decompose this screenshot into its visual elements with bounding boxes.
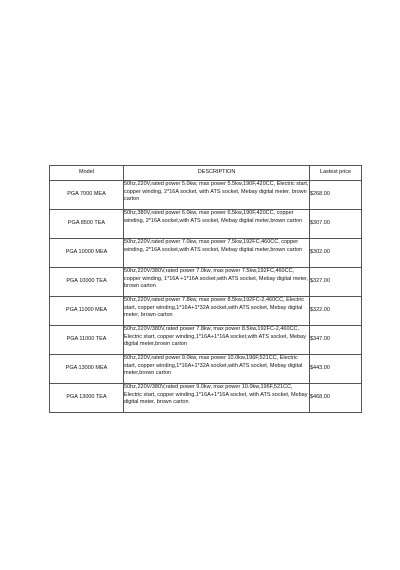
- table-row: [50, 239, 362, 268]
- cell-model: PGA 11000 TEA: [50, 326, 124, 355]
- table-header-row: [50, 166, 362, 181]
- table-row: [50, 297, 362, 326]
- cell-description: 50hz,220V/380V,rated power 7.8kw, max power 8.5kw,192FC-2,460CC, Electric start, copper winding,1*16A+1*16A socket,with ATS socket, Mebay digital meter,brown carton: [124, 326, 310, 355]
- cell-price: $347.00: [310, 326, 362, 355]
- price-table: [49, 165, 362, 413]
- cell-model: PGA 13000 TEA: [50, 384, 124, 413]
- cell-model: PGA 8500 TEA: [50, 210, 124, 239]
- cell-description: 50hz,220V,rated power 7.8kw, max power 8.5kw,192FC-2,460CC, Electric start, copper winding,1*16A+1*32A socket,with ATS socket, Mebay digital meter, brown carton: [124, 297, 310, 326]
- cell-description: 50hz,220V/380V,rated power 7.0kw, max power 7.5kw,192FC,460CC, copper winding, 1*16A +1*16A socket,with ATS socket, Mebay digital meter, brown carton: [124, 268, 310, 297]
- header-model: Model: [50, 166, 124, 181]
- table-row: [50, 210, 362, 239]
- cell-model: PGA 11000 MEA: [50, 297, 124, 326]
- cell-price: $443.00: [310, 355, 362, 384]
- cell-model: PGA 7000 MEA: [50, 181, 124, 210]
- cell-price: $302.00: [310, 239, 362, 268]
- header-price: Lastest price: [310, 166, 362, 181]
- cell-description: 50hz,220V,rated power 5.0kw, max power 5.5kw,190F,420CC, Electric start, copper winding, 2*16A socket, with ATS socket, Mebay digital meter, brown carton: [124, 181, 310, 210]
- table-row: [50, 355, 362, 384]
- cell-price: $307.00: [310, 210, 362, 239]
- cell-description: 50hz,220V,rated power 9.0kw, max power 10.0kw,196F,521CC, Electric start, copper winding,1*16A+1*32A socket,with ATS socket, Mebay digital meter,brown carton: [124, 355, 310, 384]
- cell-model: PGA 10000 TEA: [50, 268, 124, 297]
- table-row: [50, 181, 362, 210]
- cell-model: PGA 13000 MEA: [50, 355, 124, 384]
- cell-price: $322.00: [310, 297, 362, 326]
- cell-price: $268.00: [310, 181, 362, 210]
- table-row: [50, 268, 362, 297]
- cell-model: PGA 10000 MEA: [50, 239, 124, 268]
- cell-description: 50hz,220V/380V,rated power 9.0kw, max power 10.0kw,196F,521CC, Electric start, copper winding,1*16A+1*16A socket, with ATS socket, Mebay digital meter, brown carton: [124, 384, 310, 413]
- cell-description: 50hz,220V,rated power 7.0kw, max power 7.5kw,192FC,460CC, copper winding, 2*16A socket,with ATS socket, Mebay digital meter,brown carton: [124, 239, 310, 268]
- table-row: [50, 326, 362, 355]
- cell-price: $468.00: [310, 384, 362, 413]
- cell-description: 50hz,380V,rated power 6.0kw, max power 6.5kw,190F,420CC, copper winding, 2*16A socket,with ATS socket, Mebay digital meter,brown carton: [124, 210, 310, 239]
- table-row: [50, 384, 362, 413]
- cell-price: $327.00: [310, 268, 362, 297]
- header-description: DESCRIPTION: [124, 166, 310, 181]
